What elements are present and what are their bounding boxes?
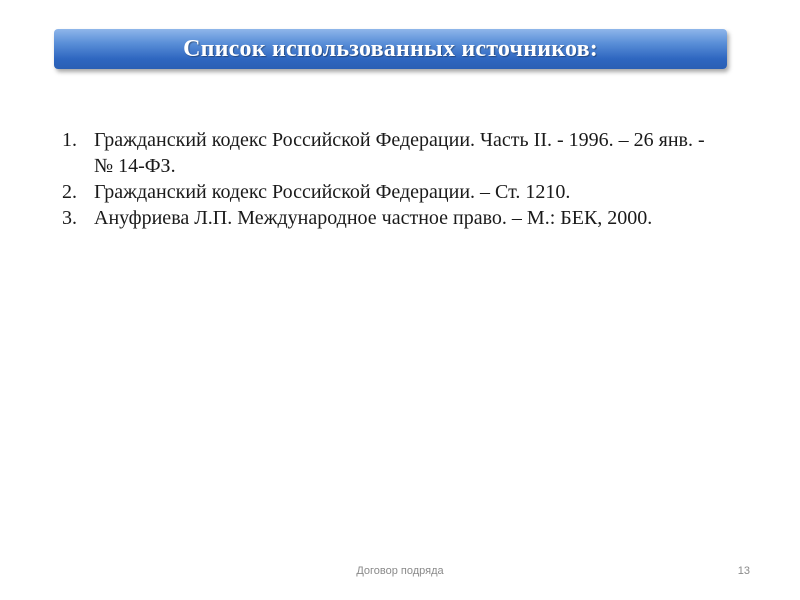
footer-title: Договор подряда [356, 565, 444, 577]
list-item [62, 127, 722, 179]
list-item [62, 179, 722, 205]
sources-list [62, 127, 722, 231]
title-banner [54, 29, 727, 69]
page-number: 13 [737, 565, 750, 577]
slide-title: Список использованных источников: [183, 35, 598, 62]
list-item-text: Гражданский кодекс Российской Федерации. Часть II. - 1996. – 26 янв. - № 14-ФЗ. [94, 129, 705, 177]
list-item-text: Гражданский кодекс Российской Федерации. – Ст. 1210. [94, 181, 571, 203]
list-item-number: 2. [62, 181, 77, 203]
list-item [62, 205, 722, 231]
list-item-number: 3. [62, 207, 77, 229]
list-item-number: 1. [62, 129, 77, 151]
list-item-text: Ануфриева Л.П. Международное частное право. – М.: БЕК, 2000. [94, 207, 653, 229]
